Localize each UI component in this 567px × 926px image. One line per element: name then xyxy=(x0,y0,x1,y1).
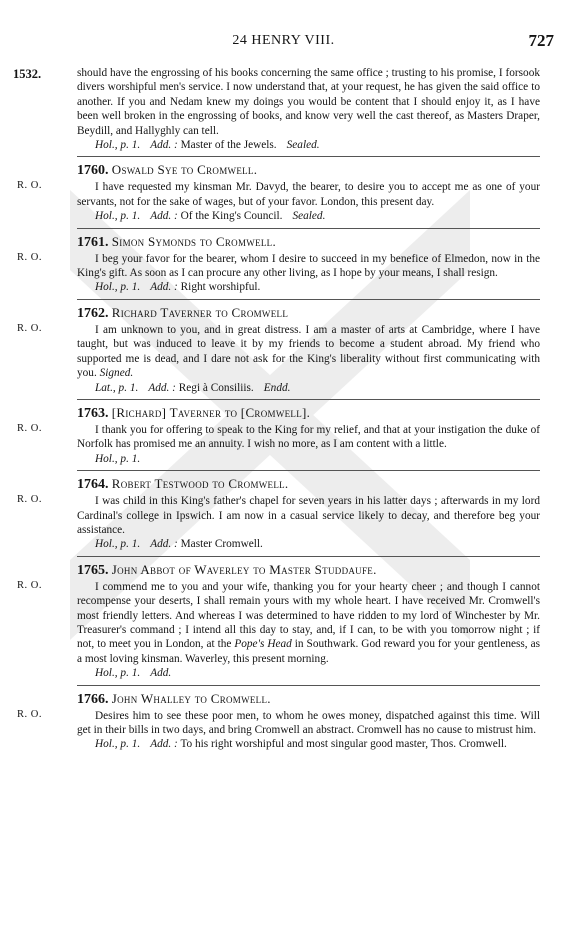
entry-footer xyxy=(77,452,540,466)
signed-note: Signed. xyxy=(99,367,134,380)
entry-title: [Richard] Taverner to [Cromwell]. xyxy=(111,404,311,420)
entry-text: I beg your favor for the bearer, whom I desire to succeed in my benefice of Elmedon, now in the King's gift. As soon as I can procure any other living, as I hope by your means, I shall resign. xyxy=(77,252,540,280)
footer-address: To his right worshipful and most singular good master, Thos. Cromwell. xyxy=(180,738,507,751)
entry-footer xyxy=(77,209,540,223)
calendar-entry xyxy=(17,404,540,466)
year-margin-note: 1532. xyxy=(13,67,42,81)
entry-number: 1764. xyxy=(77,477,109,493)
footer-add: Add. : xyxy=(150,210,178,223)
running-head: 24 HENRY VIII. xyxy=(232,33,335,48)
entry-footer xyxy=(77,666,540,680)
entry-text: I thank you for offering to speak to the King for my relief, and that at your instigation the duke of Norfolk has promised me an annuity. I wish no more, as I am content with a little. xyxy=(77,423,540,451)
footer-hol: Hol., p. 1. xyxy=(95,538,141,551)
entry-title: John Abbot of Waverley to Master Studdaufe. xyxy=(111,561,377,577)
source-note: R. O. xyxy=(17,422,42,434)
calendar-entry xyxy=(17,162,540,223)
divider xyxy=(77,156,540,157)
entry-footer xyxy=(77,737,540,751)
entry-heading xyxy=(77,691,540,708)
footer-hol: Hol., p. 1. xyxy=(95,667,141,680)
footer-hol: Hol., p. 1. xyxy=(95,210,141,223)
entry-title: Oswald Sye to Cromwell. xyxy=(111,162,258,178)
divider xyxy=(77,470,540,471)
entry-text: I have requested my kinsman Mr. Davyd, the bearer, to desire you to accept me as one of your servants, not for the sake of wages, but of your favor. London, this present day. xyxy=(77,181,540,208)
entry-title: Richard Taverner to Cromwell xyxy=(111,304,289,320)
divider xyxy=(77,685,540,686)
entry-text-body: I commend me to you and your wife, thanking you for your hearty cheer ; and though I cannot recompense your deserts, I shall remain yours with my whole heart. I have received Mr. Cromwell's most friendly letters. And whereas I was determined to have ridden to my lord of Winchester by Mr. Treasurer's command ; I intend all this day to stay, and, if I can, to be with you tomorrow night ; if not, to meet you in London, at the xyxy=(77,580,540,651)
entry-number: 1766. xyxy=(77,691,109,707)
entry-footer xyxy=(77,138,540,152)
source-note: R. O. xyxy=(17,708,42,720)
source-note: R. O. xyxy=(17,180,42,192)
entry-footer xyxy=(77,381,540,395)
entry-text: Desires him to see these poor men, to whom he owes money, dispatched against this time. Will get in their bills in two days, and bring Cromwell an abstract. Cromwell has no cause to mistrust him. xyxy=(77,709,540,736)
entry-heading xyxy=(77,305,540,322)
calendar-entry xyxy=(17,561,540,681)
entry-text: should have the engrossing of his books concerning the same office ; trusting to his promise, I forsook divers worshipful men's service. I now understand that, at your request, he has given the said office to another. If you and Nedam knew my doings you would be content that I should enjoy it, as I have been well broken in the engrossing of books, and know very well the cast thereof, as Masters Draper, Beydill, and Hallyghly can tell. xyxy=(77,67,540,137)
footer-extra: Sealed. xyxy=(292,210,326,223)
footer-address: Right worshipful. xyxy=(180,281,261,294)
footer-address: Regi à Consiliis. xyxy=(178,381,254,394)
footer-address: Master of the Jewels. xyxy=(180,139,277,152)
entry-heading xyxy=(77,162,540,179)
calendar-entry xyxy=(17,476,540,552)
entry-heading xyxy=(77,476,540,493)
calendar-entry xyxy=(17,304,540,395)
source-note: R. O. xyxy=(17,494,42,506)
entry-number: 1760. xyxy=(77,163,109,179)
entry-text-body: I am unknown to you, and in great distress. I am a master of arts at Cambridge, where I have taught, but was induced to leave it by my friends to become a student abroad. My friend who supported me is dead, and I dare not ask for the King's liberality without first communicating with you. xyxy=(77,323,540,380)
source-note: R. O. xyxy=(17,579,42,591)
footer-add: Add. : xyxy=(148,381,176,394)
footer-add: Add. : xyxy=(150,281,178,294)
entry-text xyxy=(77,323,540,381)
page-header xyxy=(0,33,567,55)
entry-title: Robert Testwood to Cromwell. xyxy=(111,476,289,492)
entry-title: Simon Symonds to Cromwell. xyxy=(111,233,277,249)
entry-heading xyxy=(77,562,540,579)
entry-number: 1765. xyxy=(77,562,109,578)
footer-hol: Hol., p. 1. xyxy=(95,281,141,294)
footer-hol: Hol., p. 1. xyxy=(95,139,141,152)
entry-text: I was child in this King's father's chapel for seven years in his latter days ; afterwards in my lord Cardinal's college in Ipswich. I am now in a casual service likely to decay, and therefore beg your assistance. xyxy=(77,495,540,536)
footer-hol: Hol., p. 1. xyxy=(95,738,141,751)
source-note: R. O. xyxy=(17,251,42,263)
footer-hol: Hol., p. 1. xyxy=(95,452,141,465)
footer-address: Master Cromwell. xyxy=(180,538,263,551)
page-number: 727 xyxy=(528,31,554,50)
divider xyxy=(77,228,540,229)
entry-number: 1761. xyxy=(77,234,109,250)
entry-text xyxy=(77,580,540,666)
entry-heading xyxy=(77,234,540,251)
continuation-entry xyxy=(77,66,540,152)
footer-address: Of the King's Council. xyxy=(180,210,283,223)
footer-add: Add. : xyxy=(150,139,178,152)
footer-hol: Lat., p. 1. xyxy=(95,381,139,394)
divider xyxy=(77,399,540,400)
entry-number: 1763. xyxy=(77,405,109,421)
calendar-entry xyxy=(17,690,540,752)
divider xyxy=(77,299,540,300)
entry-heading xyxy=(77,405,540,422)
place-name: Pope's Head xyxy=(234,638,292,651)
footer-add: Add. : xyxy=(150,738,178,751)
entry-title: John Whalley to Cromwell. xyxy=(111,690,271,706)
source-note: R. O. xyxy=(17,322,42,334)
footer-extra: Sealed. xyxy=(286,139,320,152)
entry-footer xyxy=(77,537,540,551)
entry-number: 1762. xyxy=(77,305,109,321)
entry-text-body: in Southwark. God reward you for your gentleness, as a most loving kinsman. Waverley, this present morning. xyxy=(77,638,540,665)
divider xyxy=(77,556,540,557)
calendar-entry xyxy=(17,233,540,295)
footer-extra: Endd. xyxy=(263,381,291,394)
footer-add: Add. : xyxy=(150,538,178,551)
entry-footer xyxy=(77,280,540,294)
footer-add: Add. xyxy=(150,667,172,680)
